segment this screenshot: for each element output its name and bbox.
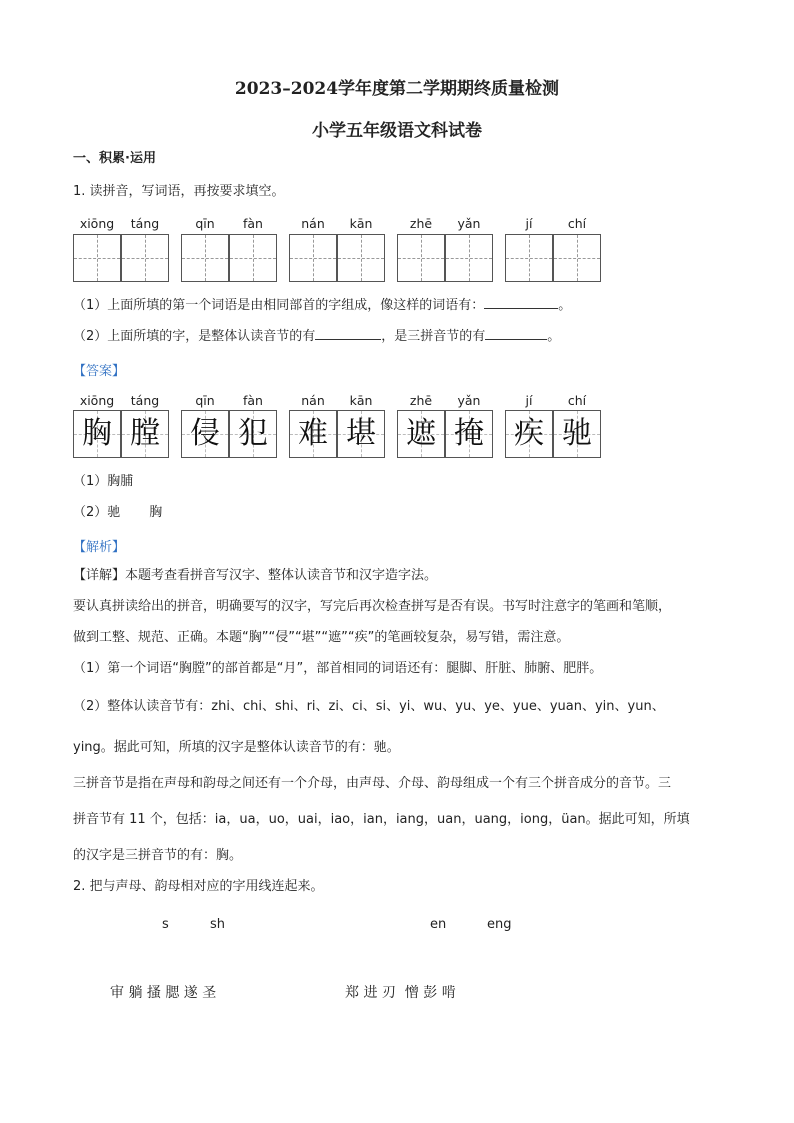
answer-cell [445,410,493,458]
pinyin-label: nán [301,393,325,408]
pinyin-label: zhē [409,393,433,408]
exam-title: 2023–2024学年度第二学期期终质量检测 [234,79,560,99]
analysis-paragraph: （2）整体认读音节有：zhi、chi、shi、ri、zi、ci、si、yi、wu、yu、ye、yue、yuan、yin、yun、 [73,699,665,714]
writing-cell[interactable] [337,234,385,282]
answer-cell [73,410,121,458]
answer-cell [121,410,169,458]
answer-sub-1: （1）胸脯 [73,474,134,489]
answer-blank[interactable] [315,339,381,340]
answer-label: 【答案】 [73,364,126,379]
answer-cell [505,410,553,458]
exam-subtitle: 小学五年级语文科试卷 [312,121,482,141]
answer-cell [337,410,385,458]
final-label[interactable]: eng [487,917,512,932]
answer-blank[interactable] [484,308,558,309]
pinyin-label: chí [567,216,587,231]
character-group-1[interactable]: 审 躺 搔 腮 遂 圣 [110,985,217,1001]
answer-char: 侵 [190,416,220,451]
sub-question-2-mid: ，是三拼音节的有 [381,329,486,344]
analysis-paragraph: 的汉字是三拼音节的有：胸。 [73,848,243,863]
pinyin-label: fàn [243,393,263,408]
writing-cell[interactable] [181,234,229,282]
section-heading: 一、积累·运用 [73,151,156,166]
answer-blank[interactable] [485,339,547,340]
answer-char: 疾 [514,416,544,451]
pinyin-label: chí [567,393,587,408]
final-label[interactable]: en [430,917,447,932]
question-2-stem: 2. 把与声母、韵母相对应的字用线连起来。 [73,879,324,894]
writing-cell[interactable] [229,234,277,282]
pinyin-label: zhē [409,216,433,231]
initial-label[interactable]: sh [210,917,226,932]
answer-char: 遮 [406,416,436,451]
pinyin-label: kān [349,393,373,408]
detail-label: 【详解】 [73,568,126,583]
answer-char: 掩 [454,416,484,451]
answer-cell [229,410,277,458]
writing-cell[interactable] [397,234,445,282]
pinyin-label: táng [130,393,160,408]
pinyin-label: jí [525,393,533,408]
sub-question-1 [73,298,571,314]
writing-cell[interactable] [553,234,601,282]
answer-cell [289,410,337,458]
writing-cell[interactable] [505,234,553,282]
analysis-paragraph: （1）第一个词语“胸膛”的部首都是“月”，部首相同的词语还有：腿脚、肝脏、肺腑、肥胖。 [73,661,603,676]
pinyin-label: yǎn [457,216,481,231]
pinyin-label: fàn [243,216,263,231]
writing-cell[interactable] [121,234,169,282]
pinyin-label: yǎn [457,393,481,408]
pinyin-label: xiōng [79,393,115,408]
analysis-paragraph: ying。据此可知，所填的汉字是整体认读音节的有：驰。 [73,740,400,755]
analysis-detail [73,568,437,584]
pinyin-label: jí [525,216,533,231]
answer-char: 膛 [130,416,160,451]
answer-char: 难 [298,416,328,451]
question-1-stem: 1. 读拼音，写词语，再按要求填空。 [73,184,285,199]
writing-cell[interactable] [73,234,121,282]
pinyin-label: qīn [195,393,215,408]
pinyin-label: kān [349,216,373,231]
sub-question-2-end: 。 [547,329,561,344]
analysis-paragraph: 做到工整、规范、正确。本题“胸”“侵”“堪”“遮”“疾”的笔画较复杂，易写错，需注意。 [73,630,570,645]
pinyin-label: xiōng [79,216,115,231]
analysis-label: 【解析】 [73,540,126,555]
writing-cell[interactable] [445,234,493,282]
answer-cell [553,410,601,458]
character-group-2[interactable]: 郑 进 刃 憎 彭 啃 [345,985,456,1001]
answer-cell [181,410,229,458]
sub-question-1-text: （1）上面所填的第一个词语是由相同部首的字组成，像这样的词语有： [73,298,485,313]
pinyin-label: nán [301,216,325,231]
writing-cell[interactable] [289,234,337,282]
pinyin-label: táng [130,216,160,231]
analysis-paragraph: 要认真拼读给出的拼音，明确要写的汉字，写完后再次检查拼写是否有误。书写时注意字的笔画和笔顺， [73,599,672,614]
answer-char: 堪 [346,416,376,451]
analysis-paragraph: 拼音节有 11 个，包括：ia，ua，uo，uai，iao，ian，iang，uan，uang，iong，üan。据此可知，所填 [73,812,690,827]
sub-question-2-text: （2）上面所填的字，是整体认读音节的有 [73,329,316,344]
analysis-paragraph: 三拼音节是指在声母和韵母之间还有一个介母，由声母、介母、韵母组成一个有三个拼音成分的音节。三 [73,776,672,791]
initial-label[interactable]: s [162,917,169,932]
sub-question-2 [73,329,560,345]
answer-char: 胸 [82,416,112,451]
sub-question-1-end: 。 [558,298,572,313]
answer-sub-2: （2）驰 胸 [73,505,163,520]
answer-char: 驰 [562,416,592,451]
detail-text: 本题考查看拼音写汉字、整体认读音节和汉字造字法。 [125,568,438,583]
answer-cell [397,410,445,458]
pinyin-label: qīn [195,216,215,231]
answer-char: 犯 [238,416,268,451]
